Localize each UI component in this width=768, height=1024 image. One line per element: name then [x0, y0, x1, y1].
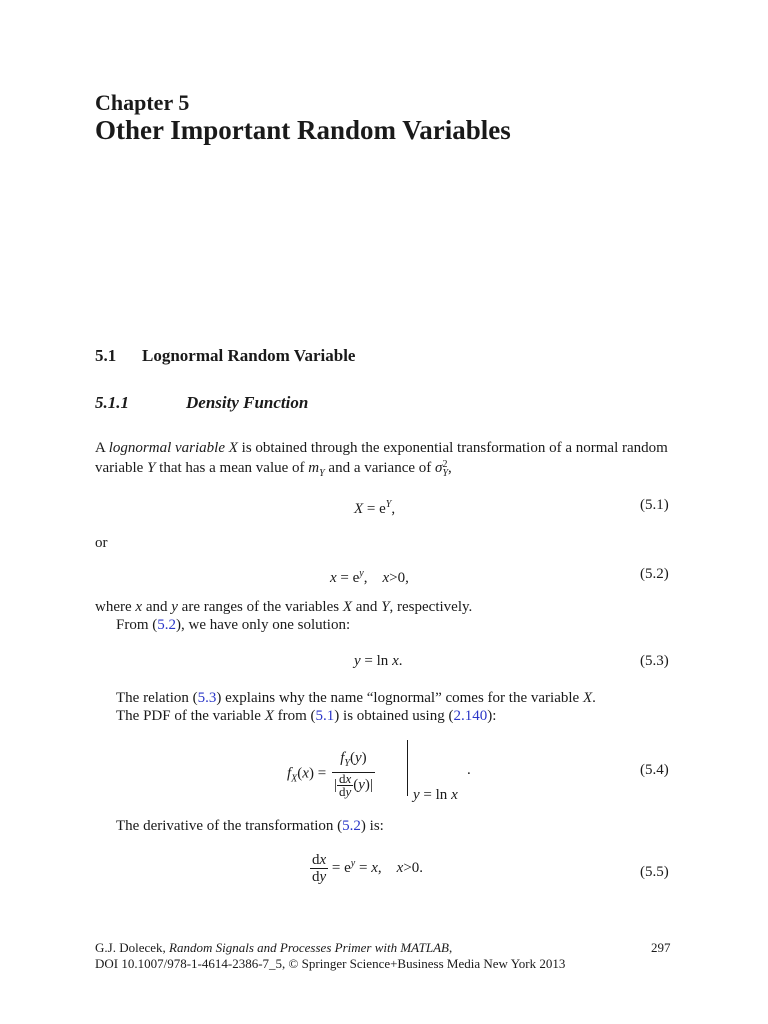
equation-number: (5.3) [640, 653, 669, 669]
equation-number: (5.1) [640, 497, 669, 513]
equation-number: (5.4) [640, 762, 669, 778]
equation-link[interactable]: 5.2 [342, 818, 361, 834]
equation-5-3: y = ln x. [354, 653, 403, 669]
variables-paragraph: where x and y are ranges of the variables X and Y, respectively. [95, 599, 473, 615]
section-title: Lognormal Random Variable [142, 346, 356, 365]
connector-text: or [95, 535, 108, 551]
subsection-title: Density Function [186, 393, 309, 412]
equation-5-1: $X = e^Y$, [354, 499, 396, 517]
equation-number: (5.2) [640, 566, 669, 582]
equation-period: . [467, 762, 471, 778]
footer-citation: G.J. Dolecek, Random Signals and Processes Primer with MATLAB, [95, 940, 453, 955]
intro-paragraph: A lognormal variable X is obtained through the exponential transformation of a normal random variable Y that has a mean value of $m_Y$ and a variance of σ 2 Y , [95, 440, 668, 479]
section-number: 5.1 [95, 346, 117, 365]
derivative-paragraph: The derivative of the transformation (5.2) is: [116, 818, 384, 834]
equation-number: (5.5) [640, 864, 669, 880]
equation-link[interactable]: 5.1 [315, 708, 335, 724]
relation-paragraph: The relation (5.3) explains why the name “lognormal” comes for the variable X. [116, 690, 596, 706]
chapter-title: Other Important Random Variables [95, 115, 511, 145]
page-number: 297 [651, 940, 671, 955]
evaluation-bar [407, 740, 408, 796]
equation-5-2: $x = e^y$, x>0, [330, 568, 409, 586]
equation-link[interactable]: 2.140 [453, 708, 488, 724]
equation-link[interactable]: 5.2 [157, 617, 176, 633]
solution-paragraph: From (5.2), we have only one solution: [116, 617, 351, 633]
subsection-number: 5.1.1 [95, 393, 129, 412]
evaluation-condition: y = ln x [413, 787, 458, 803]
footer-doi: DOI 10.1007/978-1-4614-2386-7_5, © Springer Science+Business Media New York 2013 [95, 956, 566, 971]
chapter-label: Chapter 5 [95, 90, 190, 115]
equation-link[interactable]: 5.3 [197, 690, 217, 706]
equation-5-5: $\frac{dx}{dy}$ = $e^y = x$, x>0. [312, 852, 424, 885]
pdf-paragraph: The PDF of the variable X from (5.1) is obtained using (2.140): [116, 708, 497, 724]
equation-5-4: $f_X(x)$ = $f_Y(y)$ | $\frac{dx}{dy}$ (y)| [287, 750, 373, 799]
